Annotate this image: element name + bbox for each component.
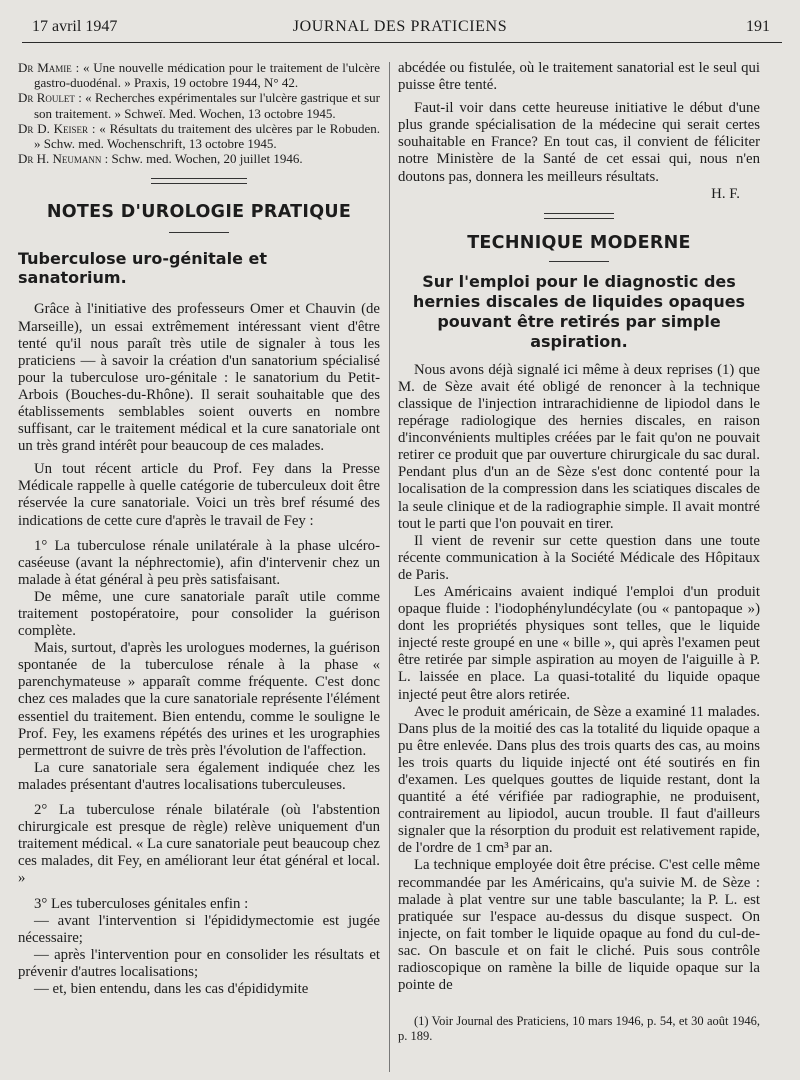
section-title-technique: TECHNIQUE MODERNE (467, 232, 691, 253)
paragraph: Mais, surtout, d'après les urologues modernes, la guérison spontanée de la tuberculose rénale à la phase « parenchymateuse » apparaît comme fréquente. C'est donc chez ces malades que la cure sanatoriale représente l'élément essentiel du traitement. Bien entendu, comme le souligne le Prof. Fey, les examens répétés des urines et les urographies permettront de suivre de très près l'évolution de l'affection. (18, 640, 380, 759)
separator-double-rule (151, 178, 247, 184)
section-rule (549, 261, 609, 262)
section-rule (169, 232, 229, 233)
paragraph: La technique employée doit être précise. C'est celle même recommandée par les Américains, qu'a suivie M. de Sèze : malade à plat ventre sur une table basculante; la P. L. est pratiquée sur l'espace au-dessus du disque suspect. On injecte, on fait tomber le liquide opaque au fond du cul-de-sac. On bascule et on fait le cliché. Puis sous contrôle radioscopique on ramène la bille de liquide opaque sur la pointe de (398, 857, 760, 994)
paragraph: De même, une cure sanatoriale paraît utile comme traitement postopératoire, pour consolider la guérison complète. (18, 588, 380, 640)
paragraph: Un tout récent article du Prof. Fey dans la Presse Médicale rappelle à quelle catégorie de tuberculeux doit être réservée la cure sanatoriale. Voici un très bref résumé des indications de cette cure d'après le travail de Fey : (18, 461, 380, 529)
paragraph: — avant l'intervention si l'épididymectomie est jugée nécessaire; (18, 912, 380, 946)
article-body-technique (398, 362, 760, 994)
paragraph: 1° La tuberculose rénale unilatérale à la phase ulcéro-caséeuse (avant la néphrectomie), afin d'intervenir chez un malade à état général à peu près satisfaisant. (18, 537, 380, 588)
paragraph: Les Américains avaient indiqué l'emploi d'un produit opaque fluide : l'iodophénylundécylate (ou « pantopaque ») dont les propriétés physiques sont telles, que le liquide injecté reste groupé en une « bille », qui après l'examen peut être retirée par simple aspiration au moyen de l'aiguille à P. L. laissée en place. La quasi-totalité du liquide opaque injecté peut être alors retirée. (398, 583, 760, 703)
separator-double-rule (544, 213, 614, 219)
paragraph: La cure sanatoriale sera également indiquée chez les malades présentant d'autres localisations tuberculeuses. (18, 759, 380, 793)
paragraph: 2° La tuberculose rénale bilatérale (où l'abstention chirurgicale est presque de règle) relève uniquement d'un traitement médical. « La cure sanatoriale peut beaucoup chez ces malades, dit Fey, en améliorant leur état général et local. » (18, 802, 380, 887)
page-number: 191 (746, 18, 770, 35)
paragraph: 3° Les tuberculoses génitales enfin : (34, 895, 249, 912)
issue-date: 17 avril 1947 (32, 18, 118, 35)
article-body-urology (18, 301, 380, 998)
article-title-tuberculose: Tuberculose uro-génitale et sanatorium. (18, 249, 267, 288)
section-title-urology: NOTES D'UROLOGIE PRATIQUE (46, 202, 352, 223)
article-continuation (398, 60, 760, 203)
paragraph: — après l'intervention pour en consolider les résultats et prévenir d'autres localisations; (18, 946, 380, 980)
reference-item: Dr D. Keiser : « Résultats du traitement des ulcères par le Robuden. » Schw. med. Wochenschrift, 13 octobre 1945. (18, 120, 380, 152)
article-title-hernies: Sur l'emploi pour le diagnostic des hernies discales de liquides opaques pouvant être retirés par simple aspiration. (412, 271, 746, 351)
column-divider (389, 62, 390, 1072)
left-column (18, 60, 380, 998)
reference-list (18, 60, 380, 166)
paragraph: Faut-il voir dans cette heureuse initiative le début d'une plus grande spécialisation de la médecine qui serait certes souhaitable en France? En tout cas, il convient de féliciter notre Ministère de la Santé de cet essai qui, nous n'en doutons pas, donnera les meilleurs résultats. (398, 100, 760, 185)
author-signature: H. F. (711, 185, 740, 202)
paragraph: Il vient de revenir sur cette question dans une toute récente communication à la Société Médicale des Hôpitaux de Paris. (398, 532, 760, 583)
paragraph: Avec le produit américain, de Sèze a examiné 11 malades. Dans plus de la moitié des cas la totalité du liquide opaque a pu être enlevée. Dans plus des trois quarts des cas, au moins les trois quarts du liquide injecté ont été soutirés en fin d'examen. Les quelques gouttes de liquide restant, dont la quantité a été vérifiée par radiographie, ne produisent, contrairement au lipiodol, aucun trouble. Il faut d'ailleurs signaler que la résorption du produit est relativement rapide, de l'ordre de 1 cm³ par an. (398, 703, 760, 857)
running-header (0, 0, 800, 48)
paragraph: Nous avons déjà signalé ici même à deux reprises (1) que M. de Sèze avait été obligé de renoncer à la technique classique de l'injection intrarachidienne de lipiodol dans le repérage radiologique des hernies discales, en raison d'inconvénients multiples créées par le fait qu'on ne pouvait retirer ce produit que par ouverture chirurgicale du sac dural. Pendant plus d'un an de Sèze s'est donc contenté pour la localisation de la compression dans les sciatiques discales de la seule clinique et de la radiographie simple. Il avait montré tout le parti que l'on pouvait en tirer. (398, 361, 760, 532)
journal-title: JOURNAL DES PRATICIENS (292, 18, 508, 35)
paragraph: abcédée ou fistulée, où le traitement sanatorial est le seul qui puisse être tenté. (398, 60, 760, 94)
signature-line (398, 186, 760, 203)
paragraph: Grâce à l'initiative des professeurs Omer et Chauvin (de Marseille), un essai extrêmement intéressant vient d'être tenté qu'il nous paraît très utile de signaler à tous les praticiens — à savoir la création d'un sanatorium spécialisé pour la tuberculose uro-génitale : le sanatorium du Petit-Arbois (Bouches-du-Rhône). Il serait souhaitable que des établissements semblables soient ouverts en nombre suffisant, car le traitement médical et la cure sanatoriale ont un très grand intérêt pour beaucoup de ces malades. (18, 301, 380, 455)
reference-item: Dr Mamie : « Une nouvelle médication pour le traitement de l'ulcère gastro-duodénal. » Praxis, 19 octobre 1944, N° 42. (18, 60, 380, 91)
footnote: (1) Voir Journal des Praticiens, 10 mars 1946, p. 54, et 30 août 1946, p. 189. (398, 1014, 760, 1044)
reference-item: Dr Roulet : « Recherches expérimentales sur l'ulcère gastrique et sur son traitement. » Schweï. Med. Wochen, 13 octobre 1945. (18, 90, 380, 121)
header-rule (22, 42, 782, 43)
paragraph: — et, bien entendu, dans les cas d'épididymite (34, 980, 309, 997)
right-column (398, 60, 760, 1044)
reference-item: Dr H. Neumann : Schw. med. Wochen, 20 juillet 1946. (18, 151, 303, 167)
